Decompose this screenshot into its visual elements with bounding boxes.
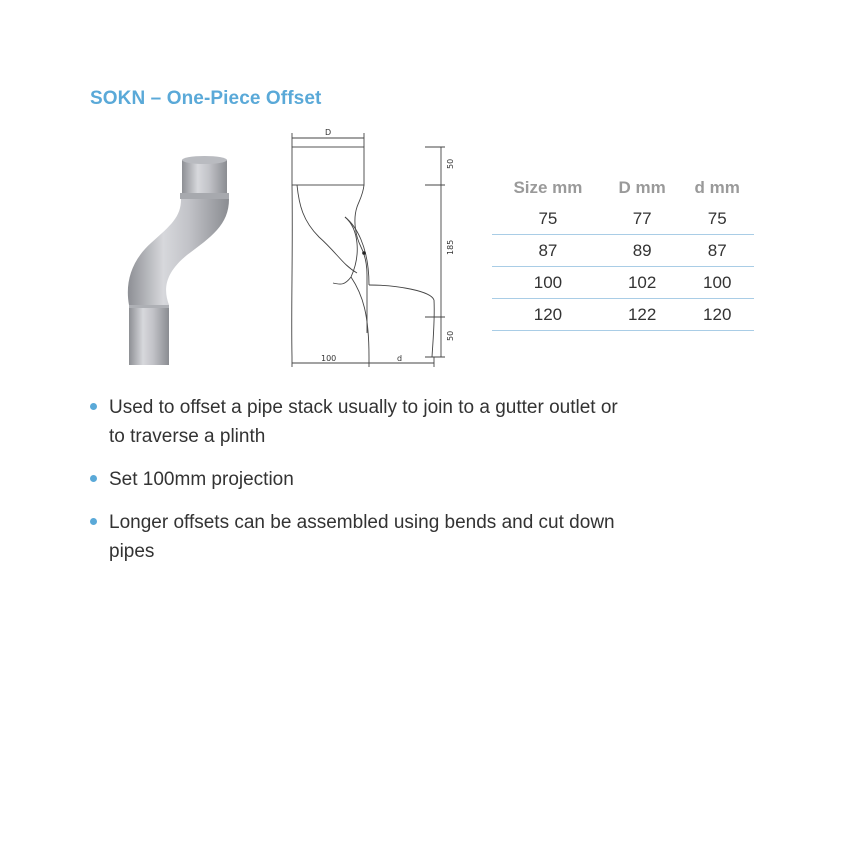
page-title: SOKN – One-Piece Offset xyxy=(90,88,322,109)
table-row: 75 77 75 xyxy=(492,204,754,235)
header-D: D mm xyxy=(618,178,666,197)
bullet-icon xyxy=(90,475,97,482)
dimension-drawing xyxy=(285,125,470,375)
dim-projection: 100 xyxy=(321,354,337,363)
size-table xyxy=(492,174,754,331)
bullet-icon xyxy=(90,518,97,525)
dim-middle: 185 xyxy=(446,239,455,255)
header-d: d mm xyxy=(694,178,740,197)
header-size: Size mm xyxy=(513,178,583,197)
table-row: 87 89 87 xyxy=(492,235,754,267)
dim-bottom: 50 xyxy=(446,330,455,341)
table-row: 100 102 100 xyxy=(492,267,754,299)
label-d: d xyxy=(397,354,403,363)
list-item: Longer offsets can be assembled using bends and cut down pipes xyxy=(90,508,629,566)
label-D: D xyxy=(325,128,332,137)
list-item: Used to offset a pipe stack usually to join to a gutter outlet or to traverse a plinth xyxy=(90,393,629,451)
feature-list xyxy=(90,393,629,580)
product-photo xyxy=(125,155,265,370)
dim-top: 50 xyxy=(446,158,455,169)
list-item: Set 100mm projection xyxy=(90,465,629,494)
bullet-icon xyxy=(90,403,97,410)
table-row: 120 122 120 xyxy=(492,299,754,331)
